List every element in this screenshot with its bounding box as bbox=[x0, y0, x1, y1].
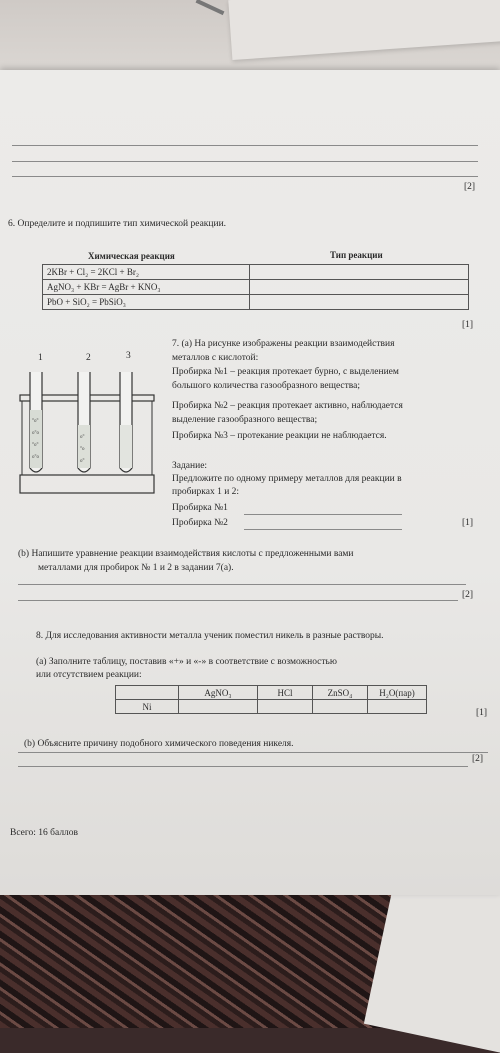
tube-label: 3 bbox=[126, 351, 131, 361]
header-cell: H₂O(пар) bbox=[368, 686, 427, 700]
header-cell: AgNO₃ bbox=[179, 686, 258, 700]
header-cell: HCl bbox=[258, 686, 313, 700]
q7-b-line: металлами для пробирок № 1 и 2 в задании 7(а). bbox=[38, 563, 234, 573]
q8-table bbox=[115, 685, 427, 714]
tube-label: 2 bbox=[86, 353, 91, 363]
table-row bbox=[43, 280, 469, 295]
q7-tube2-label: Пробирка №2 bbox=[172, 518, 228, 528]
tube-label: 1 bbox=[38, 353, 43, 363]
type-answer-cell[interactable] bbox=[250, 280, 469, 295]
reaction-cell: AgNO₃ + KBr = AgBr + KNO₃ bbox=[43, 280, 250, 295]
q8-mark-a: [1] bbox=[476, 708, 488, 718]
q6-col-reaction: Химическая реакция bbox=[88, 251, 175, 261]
q8-a-line: (а) Заполните таблицу, поставив «+» и «-» в соответствие с возможностью bbox=[36, 657, 337, 667]
header-mark: [2] bbox=[464, 182, 476, 192]
reaction-cell: PbO + SiO₂ = PbSiO₃ bbox=[43, 295, 250, 310]
q7-mark-a: [1] bbox=[462, 518, 474, 528]
q7-task-line: пробирках 1 и 2: bbox=[172, 487, 240, 497]
table-row bbox=[43, 295, 469, 310]
type-answer-cell[interactable] bbox=[250, 265, 469, 280]
header-cell: ZnSO₄ bbox=[313, 686, 368, 700]
empty-corner-cell bbox=[116, 686, 179, 700]
q8-title: 8. Для исследования активности металла ученик поместил никель в разные растворы. bbox=[36, 631, 384, 641]
total-score: Всего: 16 баллов bbox=[10, 828, 79, 838]
q8-a-line: или отсутствием реакции: bbox=[36, 670, 142, 680]
q7-line: Пробирка №1 – реакция протекает бурно, с выделением bbox=[172, 367, 399, 377]
q8-b-line: (b) Объясните причину подобного химического поведения никеля. bbox=[24, 739, 294, 749]
svg-text:ο°ο: ο°ο bbox=[32, 455, 39, 460]
q7-task-title: Задание: bbox=[172, 461, 208, 471]
tube-2 bbox=[78, 372, 90, 472]
q7-line: большого количества газообразного вещества; bbox=[172, 381, 360, 391]
q7-line: выделение газообразного вещества; bbox=[172, 415, 318, 425]
q6-title: 6. Определите и подпишите тип химической реакции. bbox=[8, 219, 227, 229]
svg-text:ο°: ο° bbox=[80, 459, 85, 464]
row-label-cell: Ni bbox=[116, 700, 179, 714]
table-row bbox=[43, 265, 469, 280]
table-row bbox=[116, 686, 427, 700]
q7-tube1-label: Пробирка №1 bbox=[172, 503, 228, 513]
answer-line[interactable] bbox=[18, 600, 458, 601]
q7-line: 7. (а) На рисунке изображены реакции взаимодействия bbox=[172, 339, 395, 349]
q7-line: Пробирка №2 – реакция протекает активно, наблюдается bbox=[172, 401, 403, 411]
svg-text:°ο°: °ο° bbox=[32, 419, 39, 424]
answer-line[interactable] bbox=[18, 766, 468, 767]
reaction-cell: 2KBr + Cl₂ = 2KCl + Br₂ bbox=[43, 265, 250, 280]
q6-table bbox=[42, 264, 469, 310]
answer-line bbox=[12, 176, 478, 177]
table-row bbox=[116, 700, 427, 714]
answer-line[interactable] bbox=[18, 752, 488, 753]
q7-mark-b: [2] bbox=[462, 590, 474, 600]
type-answer-cell[interactable] bbox=[250, 295, 469, 310]
q7-task-line: Предложите по одному примеру металлов для реакции в bbox=[172, 474, 402, 484]
q6-col-type: Тип реакции bbox=[330, 250, 383, 260]
answer-cell[interactable] bbox=[368, 700, 427, 714]
svg-text:°ο: °ο bbox=[80, 447, 85, 452]
answer-cell[interactable] bbox=[313, 700, 368, 714]
svg-text:°ο°: °ο° bbox=[32, 443, 39, 448]
svg-text:ο°: ο° bbox=[80, 435, 85, 440]
answer-cell[interactable] bbox=[258, 700, 313, 714]
svg-text:ο°ο: ο°ο bbox=[32, 431, 39, 436]
tube-3 bbox=[120, 372, 132, 472]
answer-line[interactable] bbox=[18, 584, 466, 585]
test-tubes-illustration bbox=[18, 350, 158, 500]
q6-mark: [1] bbox=[462, 320, 474, 330]
tube-1 bbox=[30, 372, 42, 472]
q7-b-line: (b) Напишите уравнение реакции взаимодействия кислоты с предложенными вами bbox=[18, 549, 354, 559]
q7-line: металлов с кислотой: bbox=[172, 353, 259, 363]
tube1-answer-line[interactable] bbox=[244, 514, 402, 515]
answer-line bbox=[12, 161, 478, 162]
answer-line bbox=[12, 145, 478, 146]
q8-mark-b: [2] bbox=[472, 754, 484, 764]
q7-line: Пробирка №3 – протекание реакции не наблюдается. bbox=[172, 431, 387, 441]
tube2-answer-line[interactable] bbox=[244, 529, 402, 530]
answer-cell[interactable] bbox=[179, 700, 258, 714]
